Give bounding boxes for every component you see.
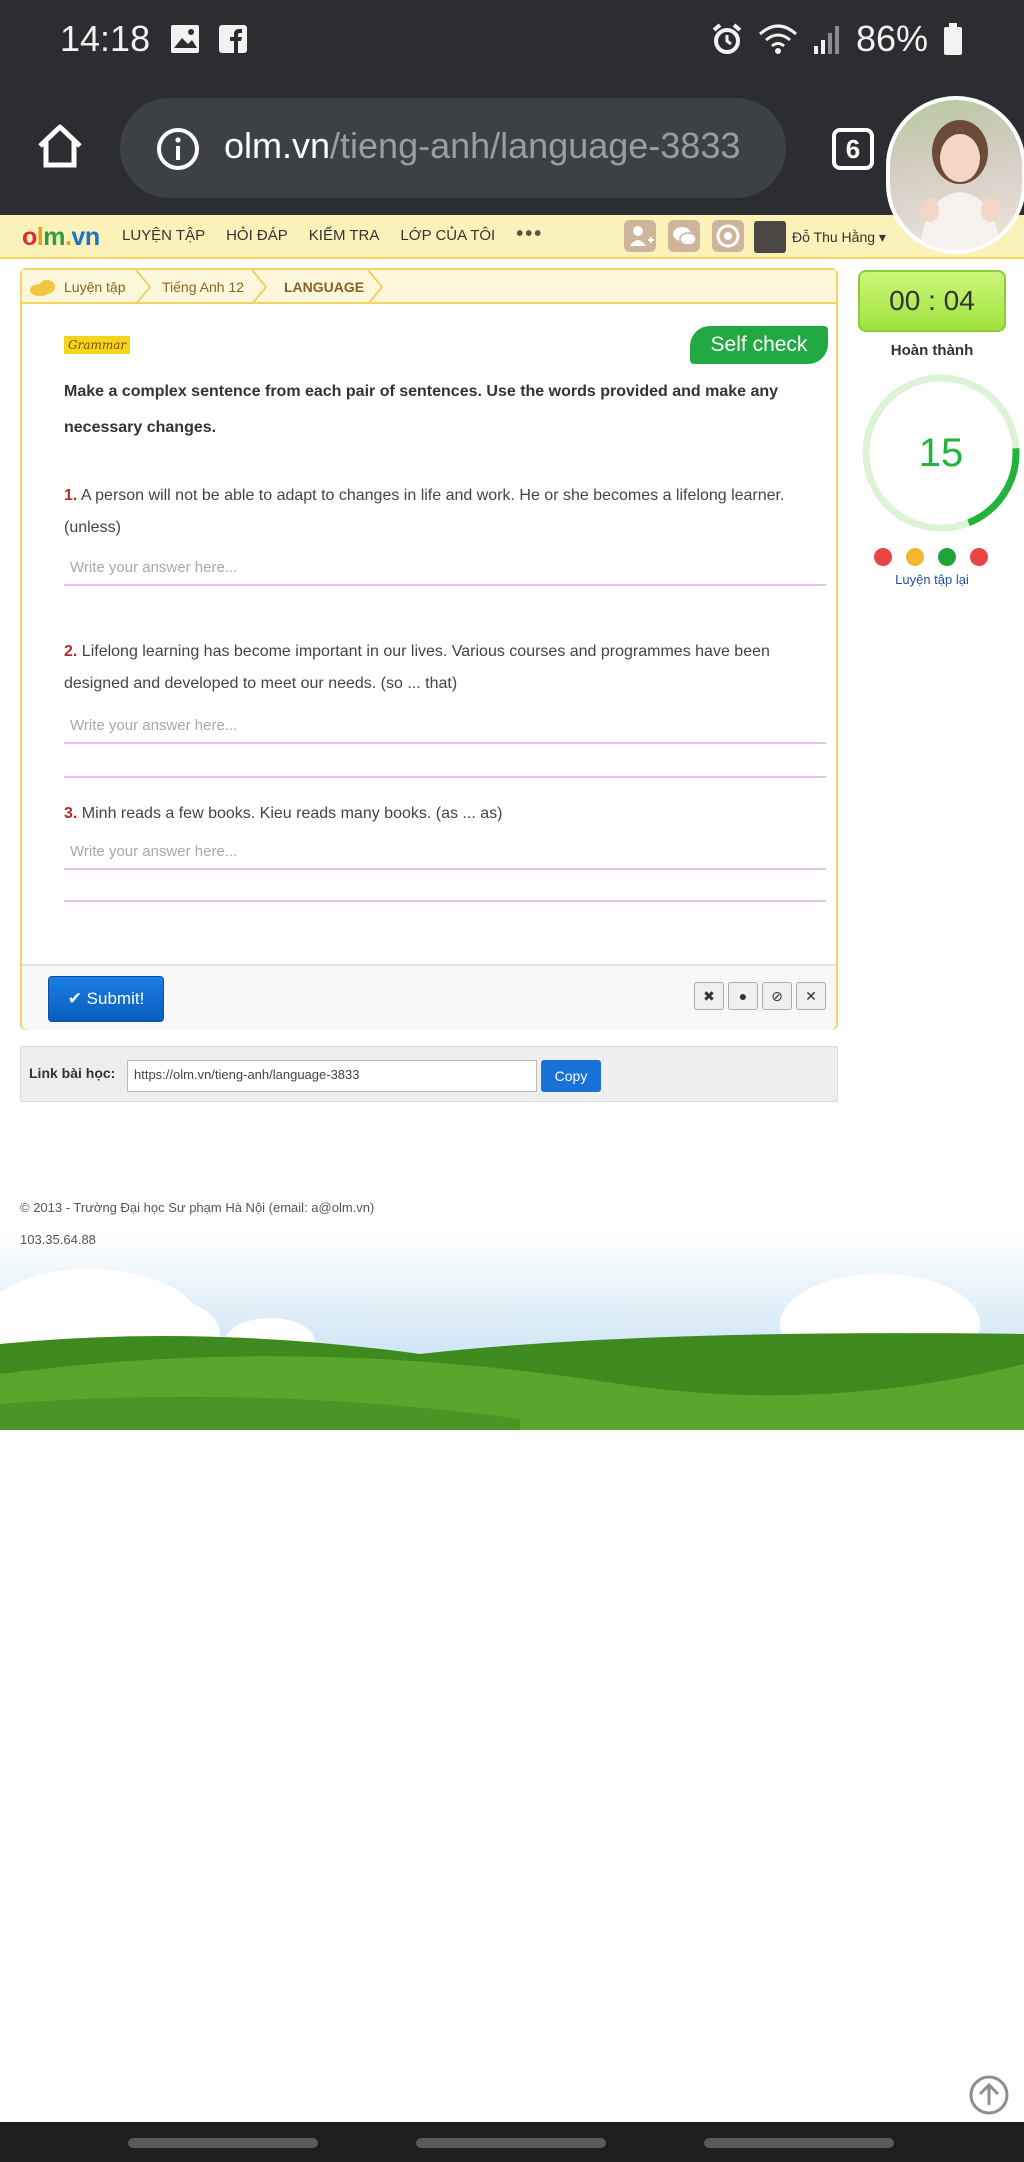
- question-text: Minh reads a few books. Kieu reads many books. (as ... as): [81, 805, 503, 822]
- exercise-panel: [20, 268, 838, 1030]
- lesson-link-input[interactable]: https://olm.vn/tieng-anh/language-3833: [127, 1060, 537, 1092]
- menu-item-practice[interactable]: LUYỆN TẬP: [122, 227, 206, 244]
- menu-item-test[interactable]: KIỂM TRA: [308, 227, 380, 244]
- more-menu-button[interactable]: •••: [516, 223, 544, 245]
- address-bar[interactable]: [120, 98, 786, 198]
- self-check-badge: Self check: [690, 326, 828, 364]
- status-bar: [0, 0, 1024, 80]
- landscape-illustration: [0, 1234, 1024, 1430]
- result-dot: [970, 548, 988, 566]
- question-1: [64, 480, 824, 544]
- timer: 00 : 04: [858, 270, 1006, 332]
- nav-icon-group: [624, 220, 744, 252]
- question-text: Lifelong learning has become important in our lives. Various courses and programmes have been designed and developed to meet our needs. (so ... that): [64, 643, 770, 692]
- lesson-link-label: Link bài học:: [29, 1065, 116, 1081]
- copyright-text: © 2013 - Trường Đại học Sư phạm Hà Nội (email: a@olm.vn): [20, 1200, 375, 1215]
- breadcrumb-practice[interactable]: Luyện tập: [64, 279, 126, 295]
- divider: [64, 900, 826, 902]
- answer-input-3[interactable]: Write your answer here...: [64, 838, 826, 870]
- result-dot: [938, 548, 956, 566]
- alarm-icon: [710, 22, 744, 56]
- tab-switcher-button[interactable]: 6: [832, 128, 874, 170]
- breadcrumb-english12[interactable]: Tiếng Anh 12: [162, 279, 244, 295]
- progress-arc: [969, 448, 1016, 522]
- copy-button[interactable]: Copy: [541, 1060, 601, 1092]
- close-icon[interactable]: ✖: [694, 982, 724, 1010]
- progress-ring: [860, 372, 1022, 534]
- profile-photo: [890, 100, 1022, 250]
- breadcrumb-separator-icon: [250, 270, 270, 304]
- question-number: 2.: [64, 643, 78, 660]
- question-number: 1.: [64, 487, 78, 504]
- submit-button[interactable]: ✔ Submit!: [48, 976, 164, 1022]
- menu-item-my-class[interactable]: LỚP CỦA TÔI: [400, 227, 496, 244]
- signal-icon: [812, 22, 842, 56]
- answer-input-1[interactable]: Write your answer here...: [64, 554, 826, 586]
- url-text[interactable]: [224, 125, 740, 167]
- breadcrumb-separator-icon: [366, 270, 386, 304]
- user-name: Đỗ Thu Hằng ▾: [792, 228, 886, 245]
- result-dots: [874, 548, 988, 566]
- scroll-top-icon[interactable]: [968, 2074, 1010, 2116]
- status-time: 14:18: [60, 18, 151, 59]
- profile-avatar[interactable]: [886, 96, 1024, 254]
- battery-percent: 86%: [855, 18, 928, 59]
- url-path: /tieng-anh/language-3833: [330, 125, 741, 166]
- divider: [64, 776, 826, 778]
- notifications-icon[interactable]: [712, 220, 744, 252]
- question-3: [64, 798, 824, 830]
- fullscreen-icon[interactable]: ✕: [796, 982, 826, 1010]
- breadcrumb: [22, 270, 836, 304]
- wifi-icon: [758, 22, 798, 56]
- question-2: [64, 636, 824, 700]
- question-text: A person will not be able to adapt to changes in life and work. He or she becomes a lifelong learner. (unless): [64, 487, 785, 536]
- home-icon[interactable]: [34, 120, 86, 172]
- breadcrumb-current: LANGUAGE: [284, 279, 365, 295]
- block-icon[interactable]: ⊘: [762, 982, 792, 1010]
- section-label: Grammar: [64, 336, 130, 354]
- menu-item-qa[interactable]: HỎI ĐÁP: [226, 227, 288, 244]
- info-icon[interactable]: [156, 127, 200, 171]
- url-host: olm.vn: [224, 125, 331, 166]
- recent-apps-gesture[interactable]: [128, 2138, 318, 2148]
- lesson-link-bar: [20, 1046, 838, 1102]
- instructions: Make a complex sentence from each pair of sentences. Use the words provided and make any necessary changes.: [64, 383, 779, 436]
- user-menu[interactable]: [754, 221, 886, 253]
- battery-icon: [942, 22, 964, 56]
- cloud-icon: [28, 277, 58, 297]
- score-value: 15: [918, 431, 964, 475]
- answer-input-2[interactable]: Write your answer here...: [64, 712, 826, 744]
- add-friend-icon[interactable]: [624, 220, 656, 252]
- question-number: 3.: [64, 805, 78, 822]
- result-dot: [874, 548, 892, 566]
- user-avatar: [754, 221, 786, 253]
- panel-footer: [22, 964, 836, 1030]
- gallery-icon: [170, 24, 200, 54]
- redo-link[interactable]: Luyện tập lại: [895, 572, 969, 587]
- browser-toolbar: [0, 80, 1024, 215]
- breadcrumb-separator-icon: [134, 270, 154, 304]
- tool-buttons: [694, 982, 826, 1010]
- android-nav-bar: [0, 2122, 1024, 2162]
- home-gesture[interactable]: [416, 2138, 606, 2148]
- messages-icon[interactable]: [668, 220, 700, 252]
- record-icon[interactable]: ●: [728, 982, 758, 1010]
- facebook-icon: [218, 24, 248, 54]
- status-indicators: [710, 18, 964, 60]
- result-dot: [906, 548, 924, 566]
- olm-logo[interactable]: olm.vn: [22, 223, 100, 251]
- completion-status: Hoàn thành: [890, 342, 974, 359]
- main-menu: [122, 223, 564, 246]
- site-navbar: [0, 215, 1024, 259]
- server-ip: 103.35.64.88: [20, 1232, 96, 1247]
- back-gesture[interactable]: [704, 2138, 894, 2148]
